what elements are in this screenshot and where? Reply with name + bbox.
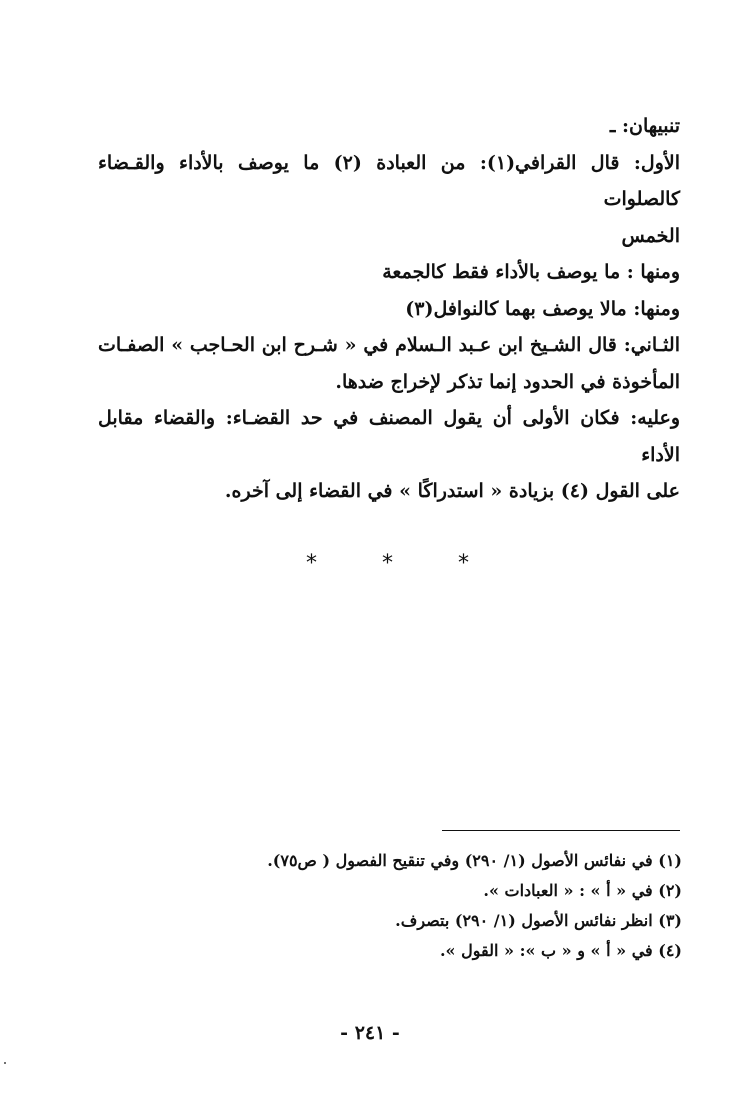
section-separator <box>290 552 490 576</box>
conclusion-line: وعليه: فكان الأولى أن يقول المصنف في حد القضـاء: والقضاء مقابل الأداء <box>98 407 680 466</box>
first-note-line: ومنها: مالا يوصف بهما كالنوافل(٣) <box>405 297 680 320</box>
footnotes <box>200 846 682 966</box>
footnote-divider <box>442 830 680 831</box>
second-note-line: الثـاني: قال الشـيخ ابن عـبد الـسلام في « شـرح ابن الحـاجب » الصفـات <box>98 334 680 356</box>
footnote: (١) في نفائس الأصول (١/ ٢٩٠) وفي تنقيح الفصول ( ص٧٥). <box>267 851 682 870</box>
first-note-line: الخمس <box>621 224 680 247</box>
conclusion-line: على القول (٤) بزيادة « استدراكًا » في القضاء إلى آخره. <box>224 480 680 502</box>
separator-star: * <box>382 551 393 576</box>
footnote: (٢) في « أ » : « العبادات ». <box>483 881 682 900</box>
separator-star: * <box>458 551 469 576</box>
separator-star: * <box>306 551 317 576</box>
first-note-line: الأول: قال القرافي(١): من العبادة (٢) ما يوصف بالأداء والقـضاء كالصلوات <box>98 151 680 210</box>
footnote: (٤) في « أ » و « ب »: « القول ». <box>439 941 682 960</box>
second-note-line: المأخوذة في الحدود إنما تذكر لإخراج ضدها. <box>335 370 680 393</box>
page-number: - ٢٤١ - <box>340 1022 400 1044</box>
heading-line: تنبيهان: ـ <box>609 115 680 137</box>
scan-speck <box>4 1062 6 1064</box>
footnote: (٣) انظر نفائس الأصول (١/ ٢٩٠) بتصرف. <box>395 911 682 930</box>
first-note-line: ومنها : ما يوصف بالأداء فقط كالجمعة <box>382 261 680 283</box>
main-text <box>98 108 680 510</box>
